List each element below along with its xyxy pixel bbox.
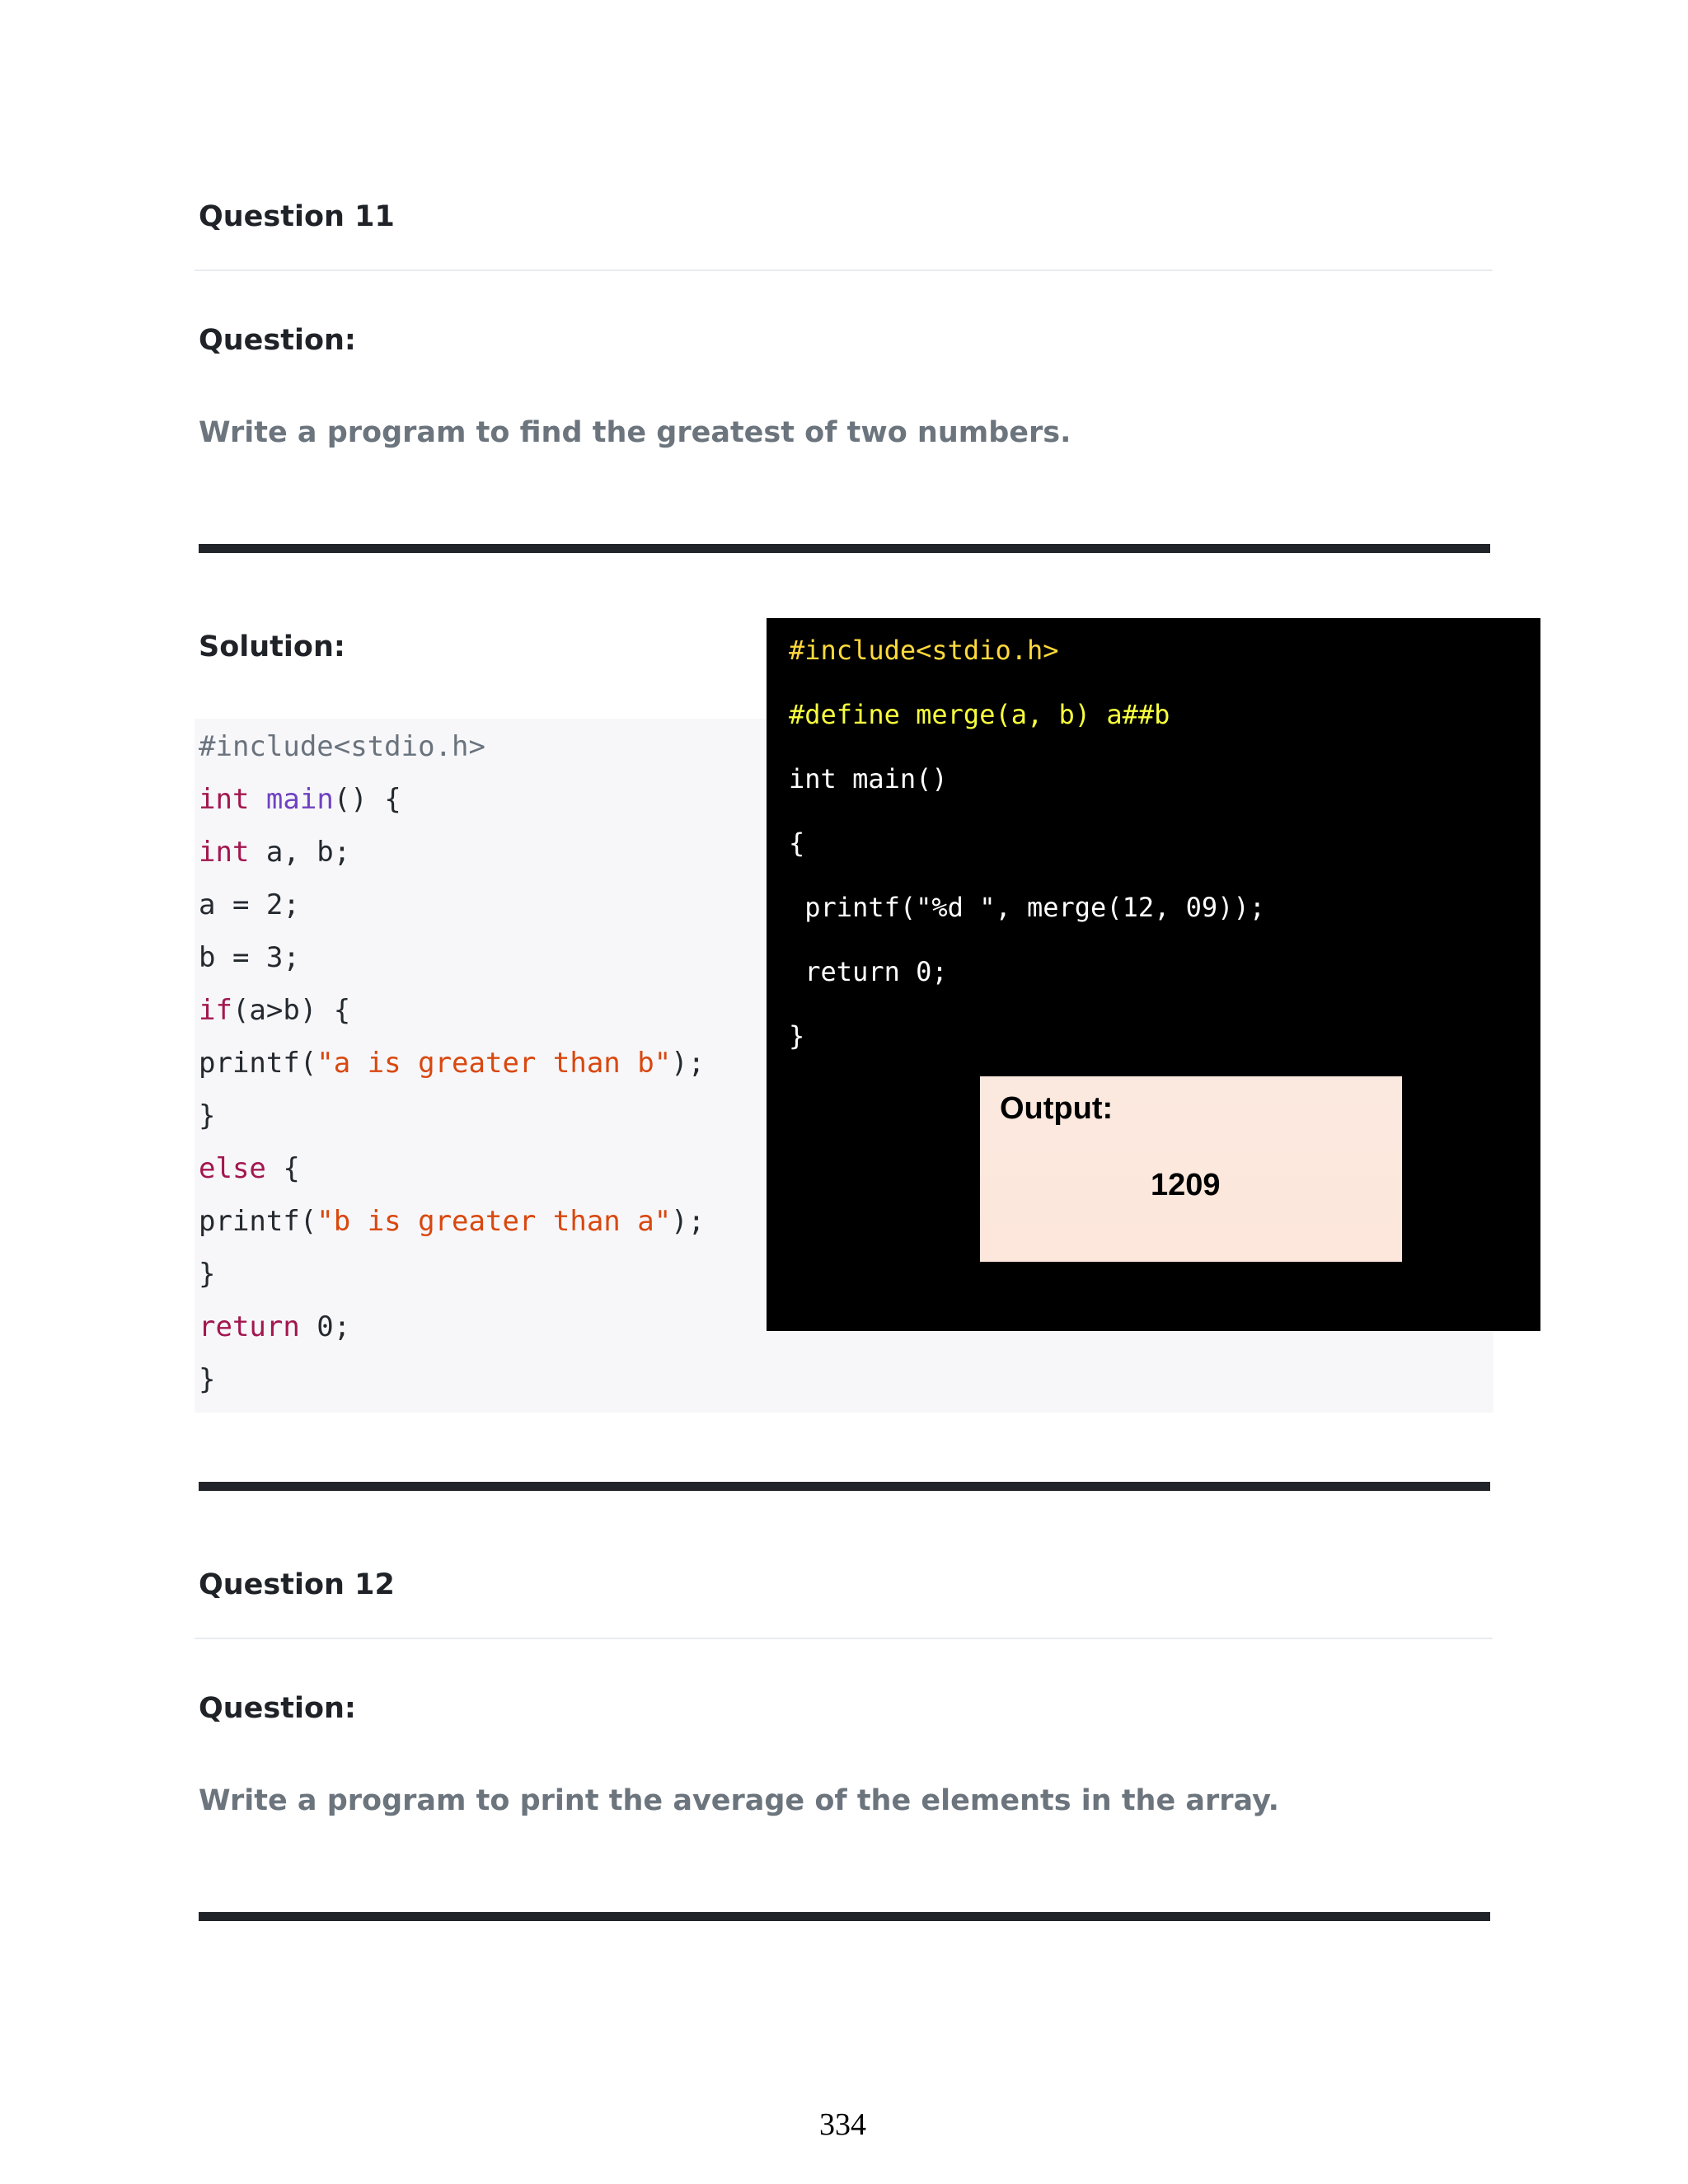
output-box	[980, 1076, 1402, 1262]
code-token: main	[265, 783, 334, 816]
section-rule	[199, 544, 1490, 553]
overlay-code-line: #include<stdio.h>	[789, 635, 1059, 666]
code-token: return	[199, 1310, 300, 1343]
question-prompt: Write a program to print the average of the elements in the array.	[199, 1784, 1279, 1817]
overlay-code-panel	[767, 618, 1540, 1331]
code-token: a, b;	[249, 836, 351, 869]
code-line: #include<stdio.h>	[199, 730, 485, 763]
code-line: }	[199, 1099, 216, 1132]
output-value: 1209	[1151, 1168, 1221, 1202]
code-line	[199, 773, 705, 826]
question-prompt: Write a program to find the greatest of two numbers.	[199, 416, 1071, 449]
code-token: );	[671, 1205, 706, 1238]
divider	[195, 269, 1493, 271]
code-token: "b is greater than a"	[316, 1205, 672, 1238]
code-token: "a is greater than b"	[316, 1047, 672, 1080]
code-token: printf(	[199, 1205, 317, 1238]
section-rule	[199, 1912, 1490, 1921]
overlay-code-line: #define merge(a, b) a##b	[789, 699, 1170, 730]
overlay-code-line: }	[789, 1020, 805, 1052]
code-line	[199, 1037, 705, 1090]
code-token: printf(	[199, 1047, 317, 1080]
code-token: 0;	[299, 1310, 351, 1343]
solution-label: Solution:	[199, 630, 345, 663]
code-line	[199, 1301, 705, 1353]
divider	[195, 1638, 1493, 1639]
code-line: a = 2;	[199, 888, 300, 921]
code-token: if	[199, 994, 232, 1027]
overlay-code-line: printf("%d ", merge(12, 09));	[789, 892, 1265, 923]
overlay-code-line: {	[789, 827, 805, 859]
code-token: () {	[333, 783, 401, 816]
output-label: Output:	[1000, 1091, 1114, 1126]
code-token: else	[199, 1152, 266, 1185]
code-line: b = 3;	[199, 941, 300, 974]
code-line	[199, 984, 705, 1037]
question-label: Question:	[199, 324, 356, 357]
code-token: (a>b) {	[232, 994, 351, 1027]
code-line: }	[199, 1363, 216, 1396]
question-label: Question:	[199, 1692, 356, 1725]
question-12-title: Question 12	[199, 1568, 395, 1601]
code-line	[199, 1142, 705, 1195]
code-line	[199, 826, 705, 879]
code-token: int	[199, 783, 250, 816]
code-token: );	[671, 1047, 706, 1080]
code-token: int	[199, 836, 250, 869]
code-line	[199, 1195, 705, 1248]
code-lines	[199, 720, 705, 1406]
overlay-code-line: return 0;	[789, 956, 948, 987]
page-number: 334	[819, 2107, 866, 2142]
section-rule	[199, 1482, 1490, 1491]
code-token: {	[265, 1152, 300, 1185]
overlay-code-line: int main()	[789, 763, 948, 794]
code-line: }	[199, 1258, 216, 1291]
overlay-code-lines	[789, 618, 1265, 1068]
question-11-title: Question 11	[199, 200, 395, 233]
